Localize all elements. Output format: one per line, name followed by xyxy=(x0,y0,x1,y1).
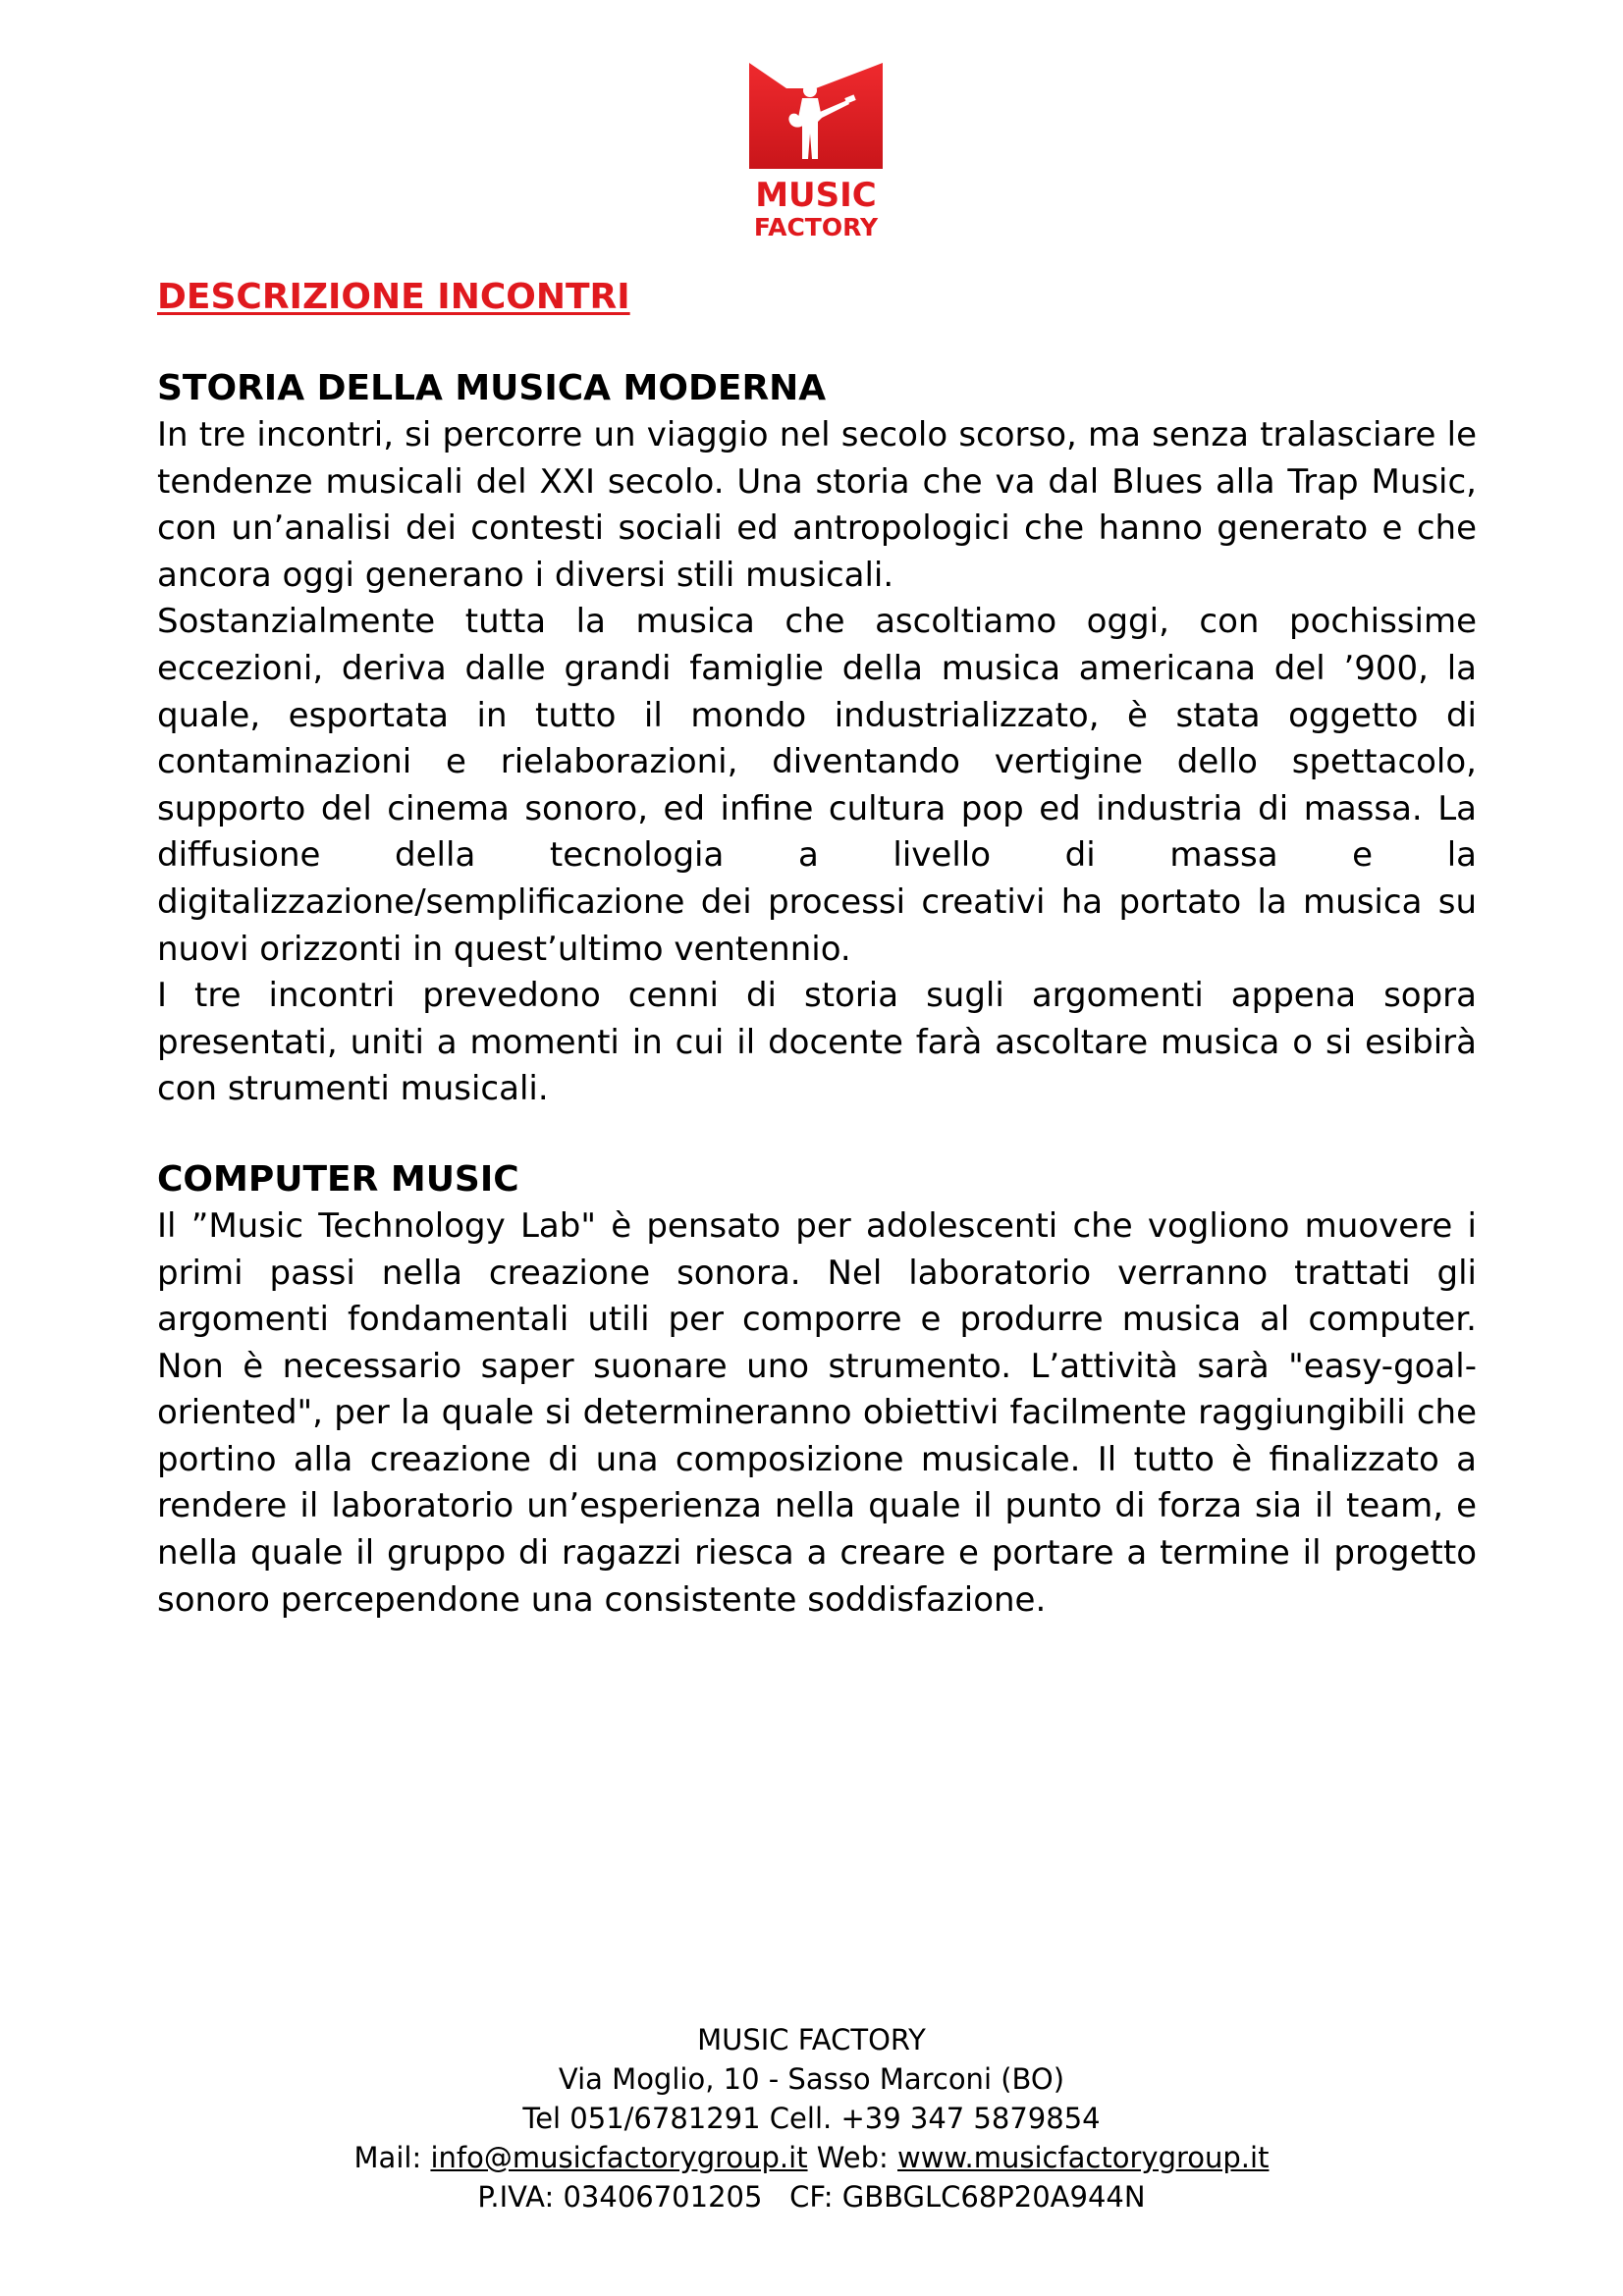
footer-address: Via Moglio, 10 - Sasso Marconi (BO) xyxy=(558,2062,1065,2096)
logo-text-factory: FACTORY xyxy=(753,213,879,241)
mail-link[interactable]: info@musicfactorygroup.it xyxy=(430,2141,808,2174)
paragraph: I tre incontri prevedono cenni di storia sugli argomenti appena sopra presentati, uniti a momenti in cui il docente farà ascoltare musica o si esibirà con strumenti musicali. xyxy=(157,976,1477,1109)
guitarist-silhouette-icon xyxy=(747,61,885,247)
codice-fiscale: CF: GBBGLC68P20A944N xyxy=(789,2180,1146,2214)
paragraph: In tre incontri, si percorre un viaggio nel secolo scorso, ma senza tralasciare le tendenze musicali del XXI secolo. Una storia che va dal Blues alla Trap Music, con un’analisi dei contesti sociali ed antropologici che hanno generato e che ancora oggi generano i diversi stili musicali. xyxy=(157,415,1477,595)
mail-label: Mail: xyxy=(353,2141,431,2174)
footer-phones: Tel 051/6781291 Cell. +39 347 5879854 xyxy=(522,2102,1101,2135)
web-link[interactable]: www.musicfactorygroup.it xyxy=(897,2141,1270,2174)
section-title: STORIA DELLA MUSICA MODERNA xyxy=(157,368,827,408)
music-factory-logo xyxy=(747,61,885,247)
section-title: COMPUTER MUSIC xyxy=(157,1158,519,1200)
web-label: Web: xyxy=(807,2141,897,2174)
document-title: DESCRIZIONE INCONTRI xyxy=(157,277,630,317)
paragraph: Sostanzialmente tutta la musica che ascoltiamo oggi, con pochissime eccezioni, deriva dalle grandi famiglie della musica americana del ’900, la quale, esportata in tutto il mondo industrializzato, è stata oggetto di contaminazioni e rielaborazioni, diventando vertigine dello spettacolo, supporto del cinema sonoro, ed infine cultura pop ed industria di massa. La diffusione della tecnologia a livello di massa e la digitalizzazione/semplificazione dei processi creativi ha portato la musica su nuovi orizzonti in quest’ultimo ventennio. xyxy=(157,602,1477,969)
footer-company: MUSIC FACTORY xyxy=(697,2023,926,2056)
piva: P.IVA: 03406701205 xyxy=(477,2180,763,2214)
document-body xyxy=(157,273,1477,1624)
footer-contacts xyxy=(0,2138,1623,2177)
paragraph: Il ”Music Technology Lab" è pensato per adolescenti che vogliono muovere i primi passi nella creazione sonora. Nel laboratorio verranno trattati gli argomenti fondamentali utili per comporre e produrre musica al computer. Non è necessario saper suonare uno strumento. L’attività sarà "easy-goal-oriented", per la quale si determineranno obiettivi facilmente raggiungibili che portino alla creazione di una composizione musicale. Il tutto è finalizzato a rendere il laboratorio un’esperienza nella quale il punto di forza sia il team, e nella quale il gruppo di ragazzi riesca a creare e portare a termine il progetto sonoro percependone una consistente soddisfazione. xyxy=(157,1205,1477,1620)
section-storia xyxy=(157,365,1477,1113)
footer-tax-ids xyxy=(0,2177,1623,2216)
logo-text-music: MUSIC xyxy=(755,176,877,215)
footer xyxy=(0,2020,1623,2216)
section-computer-music xyxy=(157,1156,1477,1624)
